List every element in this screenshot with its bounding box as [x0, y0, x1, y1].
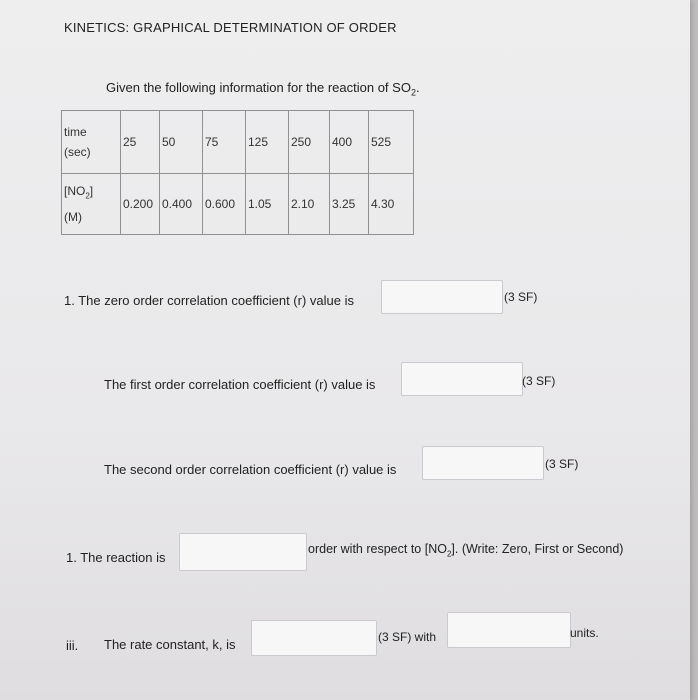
reaction-order-input[interactable]	[179, 533, 307, 571]
time-cell: 50	[160, 111, 203, 174]
reaction-order-hint: order with respect to $[NO_2]$. (Write: Zero, First or Second)	[308, 542, 624, 559]
zero-order-unit: (3 SF)	[504, 290, 538, 304]
second-order-unit: (3 SF)	[545, 457, 579, 471]
concentration-cell: 3.25	[330, 174, 369, 235]
time-cell: 75	[203, 111, 246, 174]
rate-constant-question: The rate constant, k, is	[104, 637, 236, 652]
first-order-r-input[interactable]	[401, 362, 523, 396]
reaction-order-question: 1. The reaction is	[66, 550, 166, 565]
time-cell: 525	[369, 111, 414, 174]
given-statement: Given the following information for the reaction of $SO_2$.	[106, 80, 420, 98]
question-numeral: iii.	[66, 638, 79, 653]
time-cell: 400	[330, 111, 369, 174]
second-order-r-input[interactable]	[422, 446, 544, 480]
concentration-row	[62, 174, 414, 235]
concentration-cell: 0.600	[203, 174, 246, 235]
concentration-cell: 1.05	[246, 174, 289, 235]
concentration-cell: 0.200	[121, 174, 160, 235]
time-cell: 25	[121, 111, 160, 174]
units-label: units.	[570, 626, 599, 640]
rate-constant-unit: (3 SF) with	[378, 630, 437, 644]
concentration-cell: 4.30	[369, 174, 414, 235]
rate-units-input[interactable]	[447, 612, 571, 648]
second-order-question: The second order correlation coefficient (r) value is	[104, 462, 397, 477]
concentration-cell: 0.400	[160, 174, 203, 235]
data-table	[61, 110, 414, 235]
concentration-header: $[NO_2]$ (M)	[62, 174, 121, 235]
time-cell: 250	[289, 111, 330, 174]
time-row	[62, 111, 414, 174]
rate-constant-input[interactable]	[251, 620, 377, 656]
time-header: time (sec)	[62, 111, 121, 174]
zero-order-question: 1. The zero order correlation coefficient (r) value is	[64, 293, 354, 308]
concentration-cell: 2.10	[289, 174, 330, 235]
page-title: KINETICS: GRAPHICAL DETERMINATION OF ORDER	[64, 20, 397, 35]
zero-order-r-input[interactable]	[381, 280, 503, 314]
first-order-unit: (3 SF)	[522, 374, 556, 388]
time-cell: 125	[246, 111, 289, 174]
first-order-question: The first order correlation coefficient (r) value is	[104, 377, 376, 392]
